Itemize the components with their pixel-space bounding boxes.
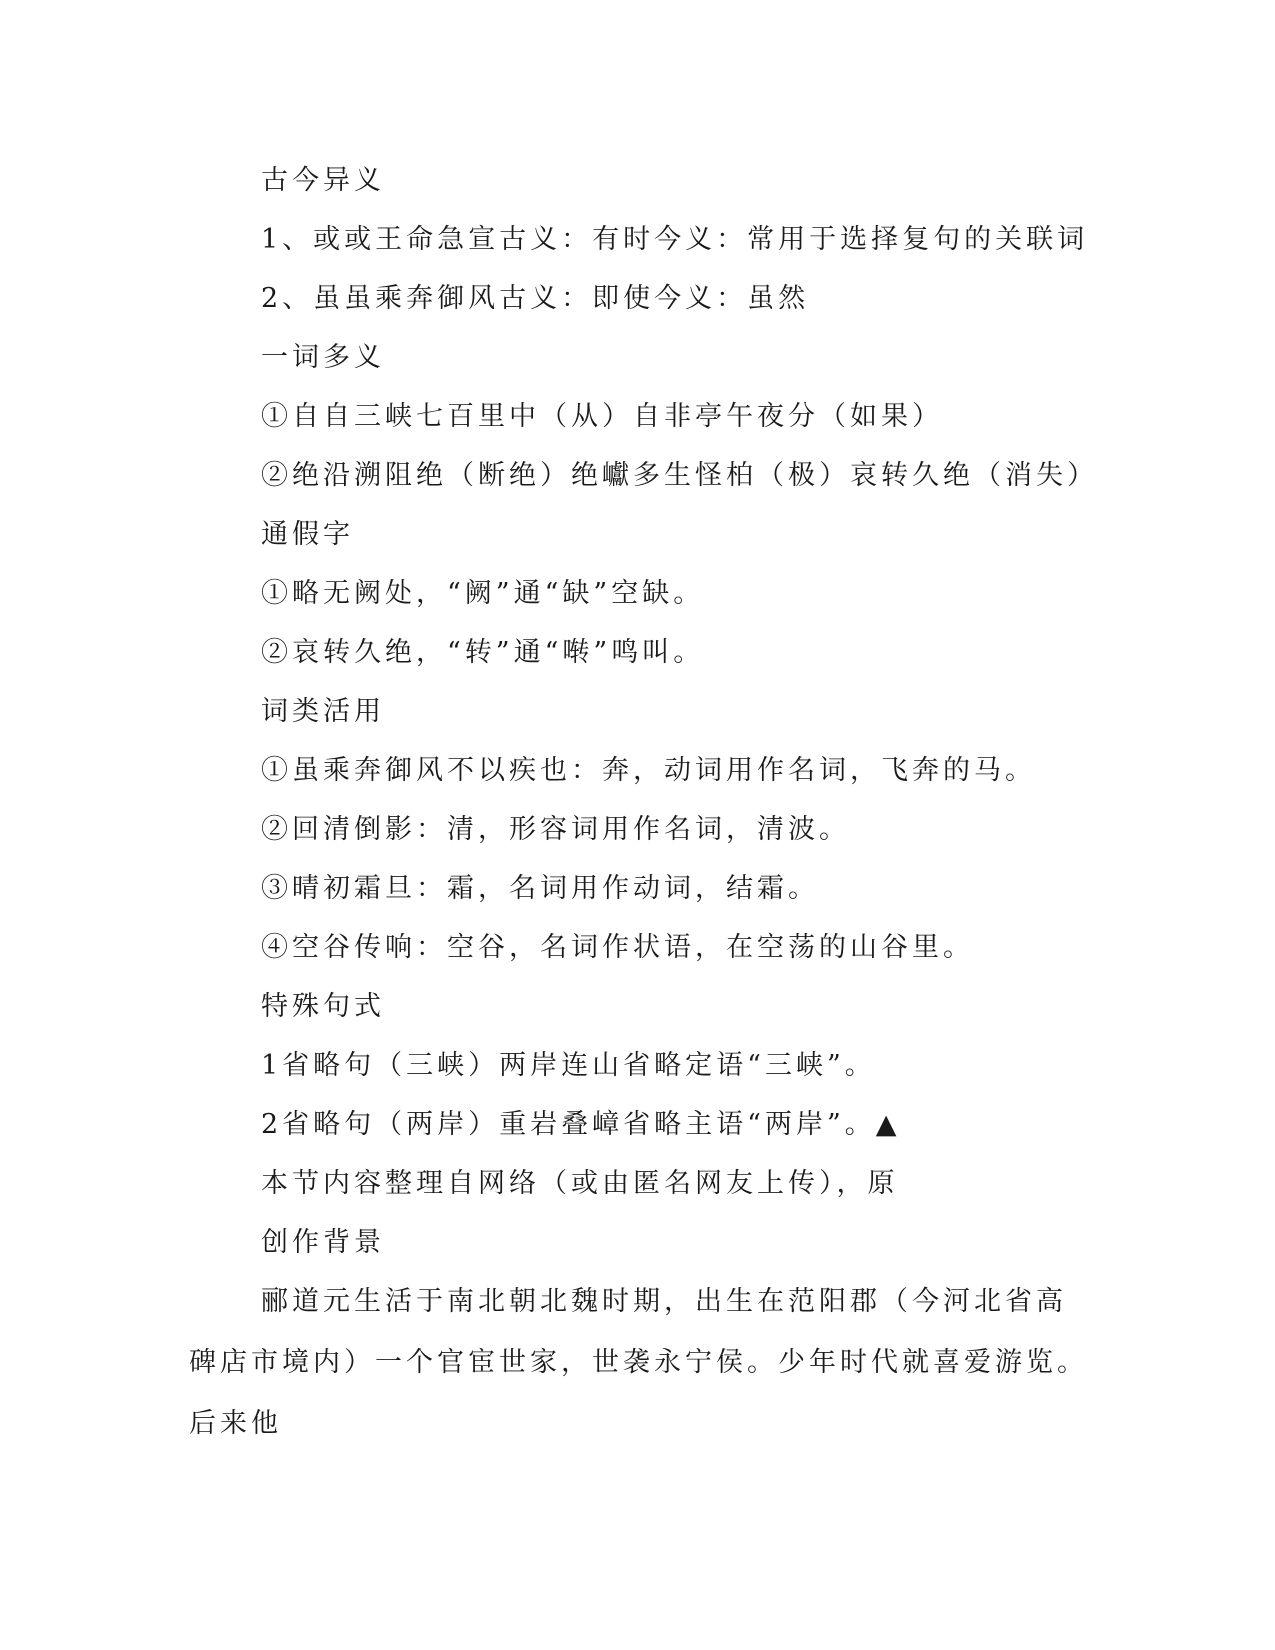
text-line: ④空谷传响：空谷，名词作状语，在空荡的山谷里。 (261, 932, 974, 963)
body-paragraph: 郦道元生活于南北朝北魏时期，出生在范阳郡（今河北省高碑店市境内）一个官宦世家，世袭永宁侯。少年时代就喜爱游览。后来他 (189, 1286, 1088, 1439)
text-line: ①自自三峡七百里中（从）自非亭午夜分（如果） (261, 401, 943, 432)
text-line: 1省略句（三峡）两岸连山省略定语“三峡”。 (261, 1050, 876, 1081)
heading-creative-background: 创作背景 (261, 1227, 385, 1258)
heading-ancient-modern-meaning: 古今异义 (261, 165, 385, 196)
text-line: 2省略句（两岸）重岩叠嶂省略主语“两岸”。▲ (261, 1109, 901, 1140)
heading-polysemy: 一词多义 (261, 342, 385, 373)
heading-special-sentence-patterns: 特殊句式 (261, 991, 385, 1022)
text-line: 1、或或王命急宣古义：有时今义：常用于选择复句的关联词 (261, 224, 1089, 255)
text-line: ①虽乘奔御风不以疾也：奔，动词用作名词，飞奔的马。 (261, 755, 1036, 786)
heading-word-class-usage: 词类活用 (261, 696, 385, 727)
text-line: ①略无阙处，“阙”通“缺”空缺。 (261, 578, 705, 609)
text-line: 2、虽虽乘奔御风古义：即使今义：虽然 (261, 283, 810, 314)
text-line: ②哀转久绝，“转”通“啭”鸣叫。 (261, 637, 705, 668)
text-line: ②绝沿溯阻绝（断绝）绝巘多生怪柏（极）哀转久绝（消失） (261, 460, 1098, 491)
text-line: ③晴初霜旦：霜，名词用作动词，结霜。 (261, 873, 819, 904)
text-line: 本节内容整理自网络（或由匿名网友上传），原 (261, 1168, 899, 1199)
heading-interchangeable-characters: 通假字 (261, 519, 354, 550)
text-line: ②回清倒影：清，形容词用作名词，清波。 (261, 814, 850, 845)
